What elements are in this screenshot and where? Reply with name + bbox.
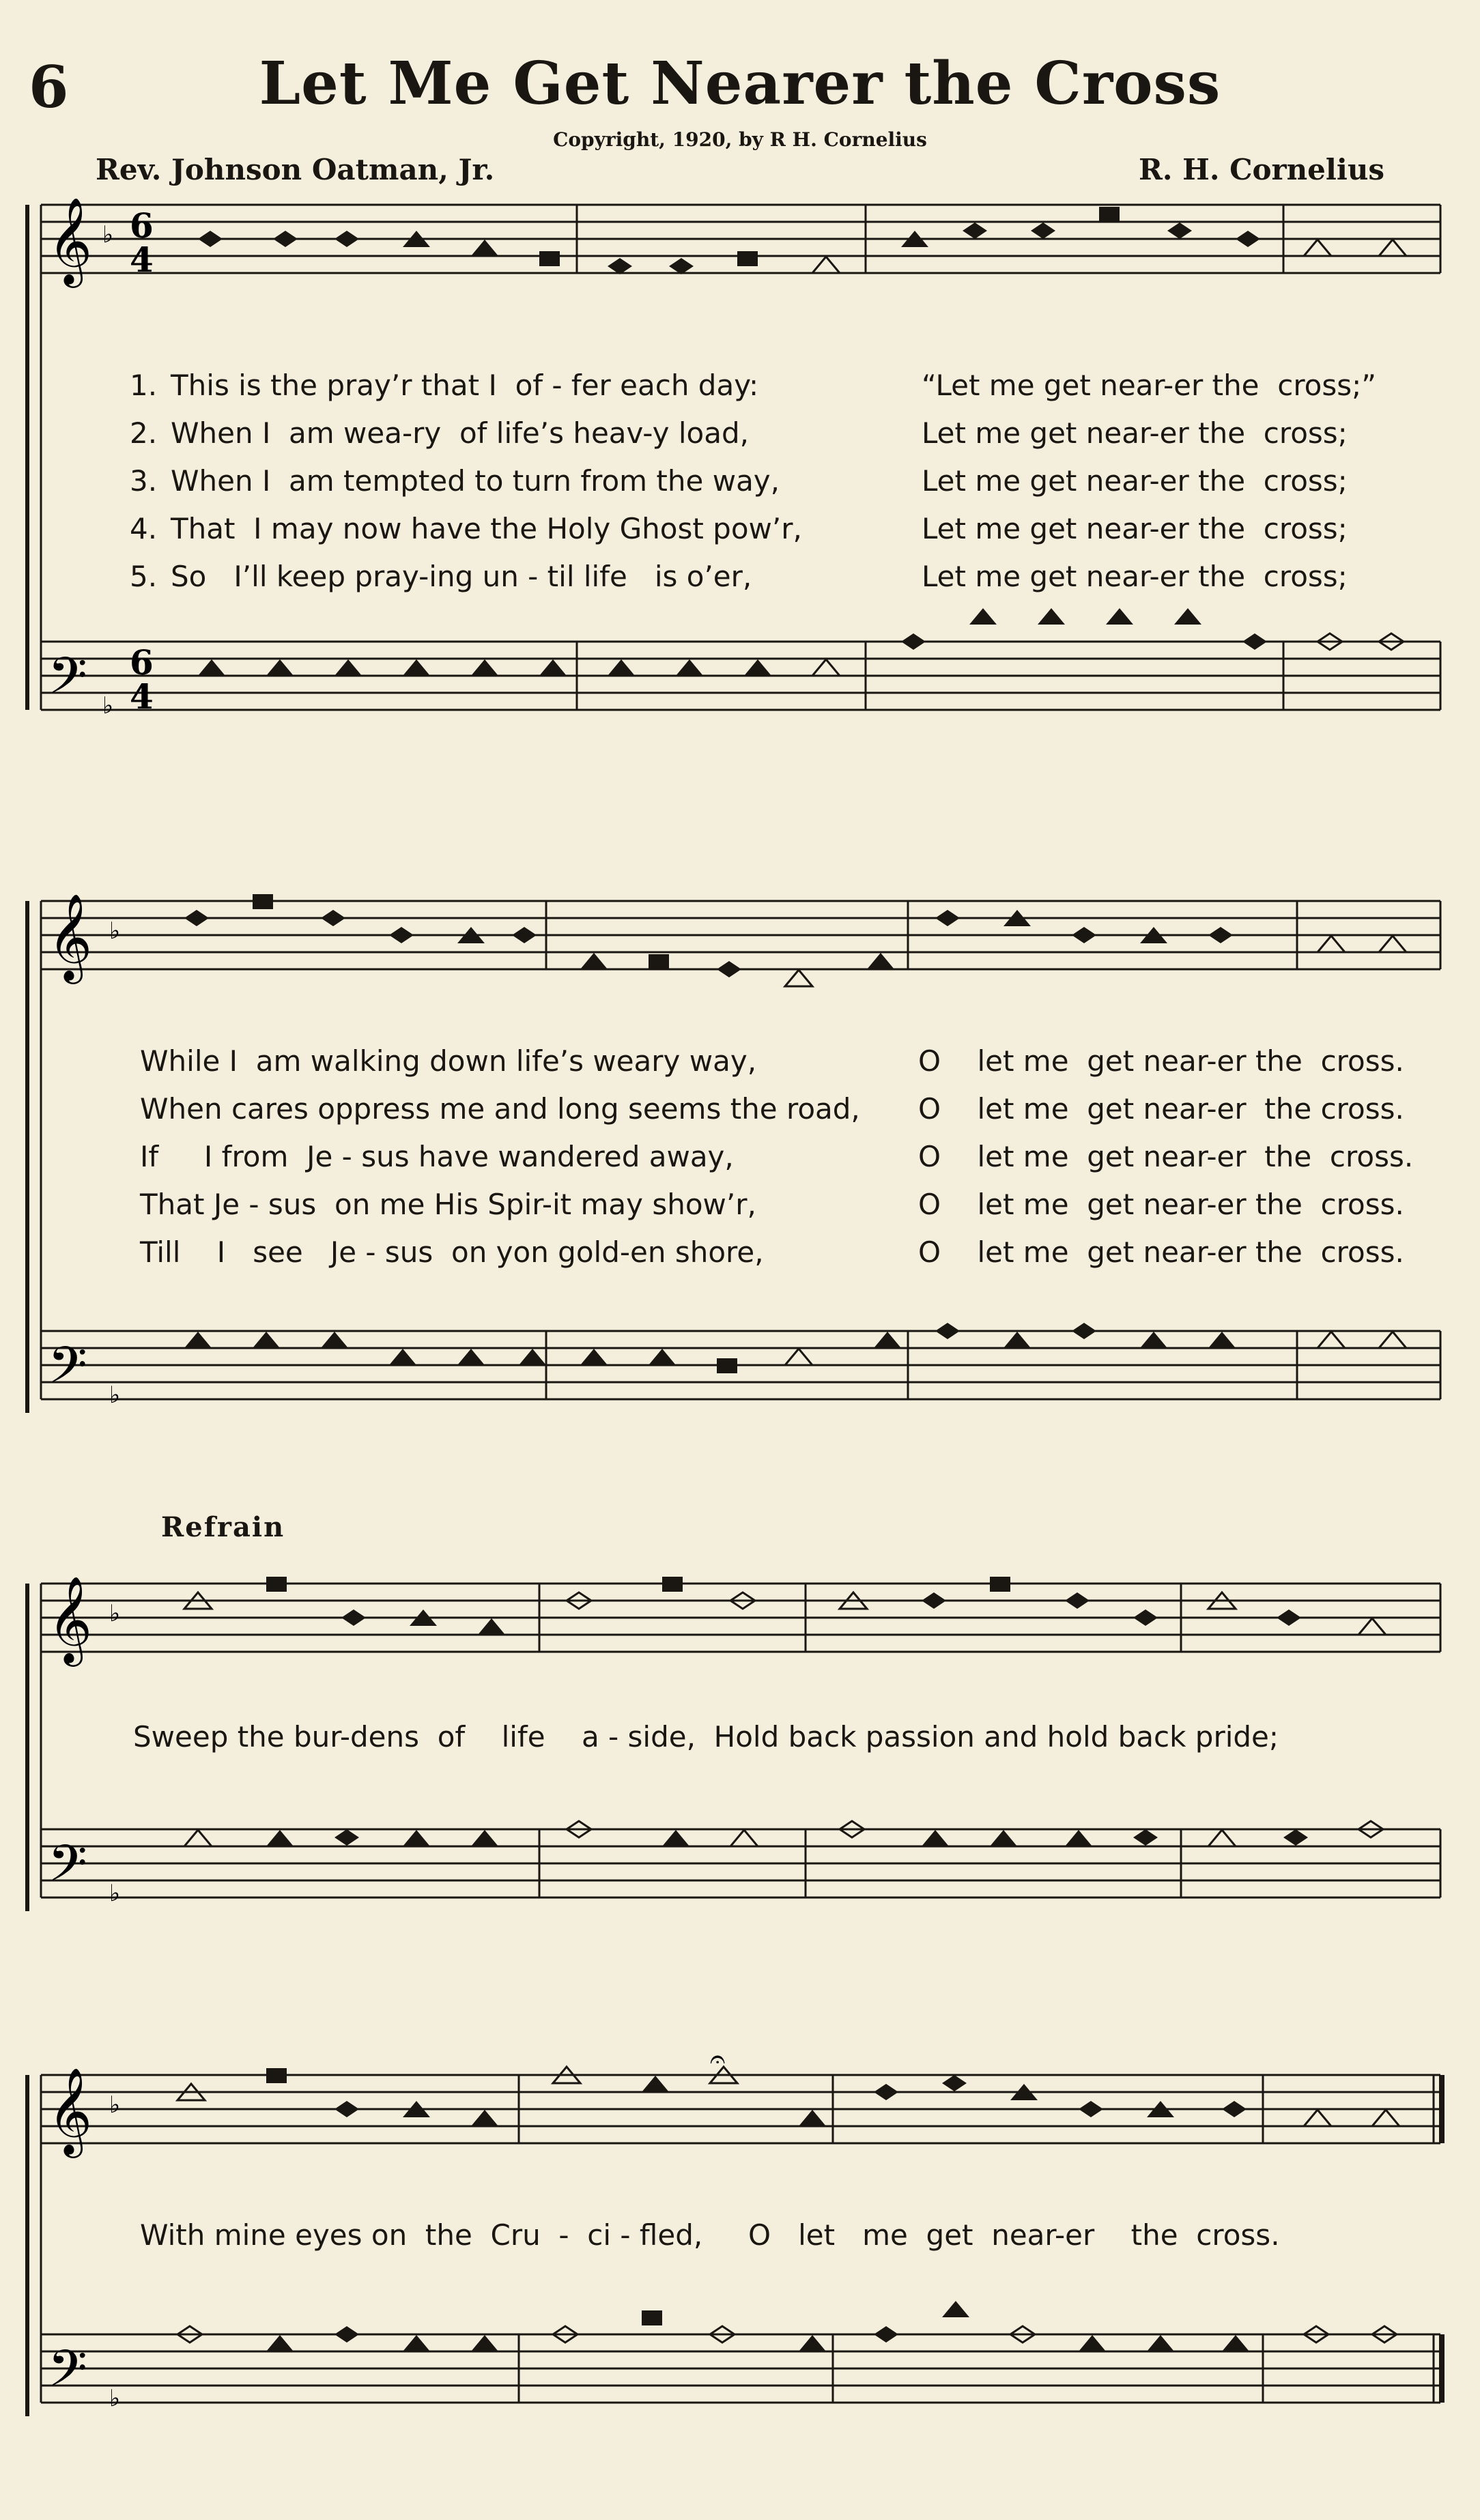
svg-text:𝄢: 𝄢	[48, 2339, 87, 2411]
music-system-3	[20, 1556, 1454, 1938]
verse-line: When cares oppress me and long seems the road, O let me get near-er the cross.	[140, 1092, 1404, 1126]
copyright-notice: Copyright, 1920, by R H. Cornelius	[553, 128, 927, 151]
music-system-4	[20, 2048, 1454, 2444]
bass-clef-icon: 𝄢	[48, 646, 87, 718]
verse-line: If I from Je - sus have wandered away, O let me get near-er the cross.	[140, 1140, 1414, 1173]
svg-text:𝄞: 𝄞	[48, 893, 93, 980]
verse-lyrics-second-half	[140, 1037, 1423, 1276]
verse-line: 5. So I’ll keep pray-ing un - til life is o’er, Let me get near-er the cross;	[130, 560, 1348, 593]
svg-text:♭: ♭	[109, 1600, 121, 1627]
verse-line: Till I see Je - sus on yon gold-en shore, O let me get near-er the cross.	[140, 1235, 1404, 1269]
verse-line: That Je - sus on me His Spir-it may show’r, O let me get near-er the cross.	[140, 1188, 1404, 1221]
treble-clef-icon: 𝄞	[48, 197, 93, 284]
verse-line: While I am walking down life’s weary way, O let me get near-er the cross.	[140, 1044, 1404, 1078]
hymn-title: Let Me Get Nearer the Cross	[259, 49, 1221, 118]
page-number: 6	[29, 53, 69, 121]
composer-credit: R. H. Cornelius	[1139, 153, 1384, 186]
svg-text:4: 4	[130, 676, 154, 717]
svg-text:♭: ♭	[102, 692, 114, 719]
svg-text:𝄢: 𝄢	[48, 1834, 87, 1906]
refrain-line-1: Sweep the bur-dens of life a - side, Hold back passion and hold back pride;	[133, 1720, 1279, 1753]
time-signature-top: 6	[130, 205, 154, 246]
svg-text:♭: ♭	[109, 1381, 121, 1409]
music-system-1	[20, 191, 1454, 751]
music-system-2	[20, 874, 1454, 1461]
svg-text:♭: ♭	[109, 1880, 121, 1907]
svg-text:𝄞: 𝄞	[48, 1575, 93, 1663]
time-signature-bottom: 4	[130, 240, 154, 280]
refrain-line-2: With mine eyes on the Cru - ci - fled, O let me get near-er the cross.	[140, 2218, 1280, 2252]
svg-text:𝄞: 𝄞	[48, 2067, 93, 2154]
verse-line: 4. That I may now have the Holy Ghost pow’r, Let me get near-er the cross;	[130, 512, 1348, 545]
svg-text:6: 6	[130, 642, 154, 683]
verse-line: 1. This is the pray’r that I of - fer each day: “Let me get near-er the cross;”	[130, 369, 1377, 402]
svg-text:♭: ♭	[109, 2385, 121, 2412]
svg-text:𝄢: 𝄢	[48, 1336, 87, 1407]
svg-text:♭: ♭	[102, 221, 114, 248]
fermata-icon: 𝄐	[710, 2048, 726, 2075]
verse-line: 2. When I am wea-ry of life’s heav-y load, Let me get near-er the cross;	[130, 416, 1348, 450]
verse-line: 3. When I am tempted to turn from the way, Let me get near-er the cross;	[130, 464, 1348, 498]
svg-text:♭: ♭	[109, 2091, 121, 2119]
verse-lyrics-first-half	[130, 362, 1427, 601]
refrain-label: Refrain	[161, 1511, 285, 1543]
svg-text:♭: ♭	[109, 917, 121, 945]
lyricist-credit: Rev. Johnson Oatman, Jr.	[96, 153, 495, 186]
